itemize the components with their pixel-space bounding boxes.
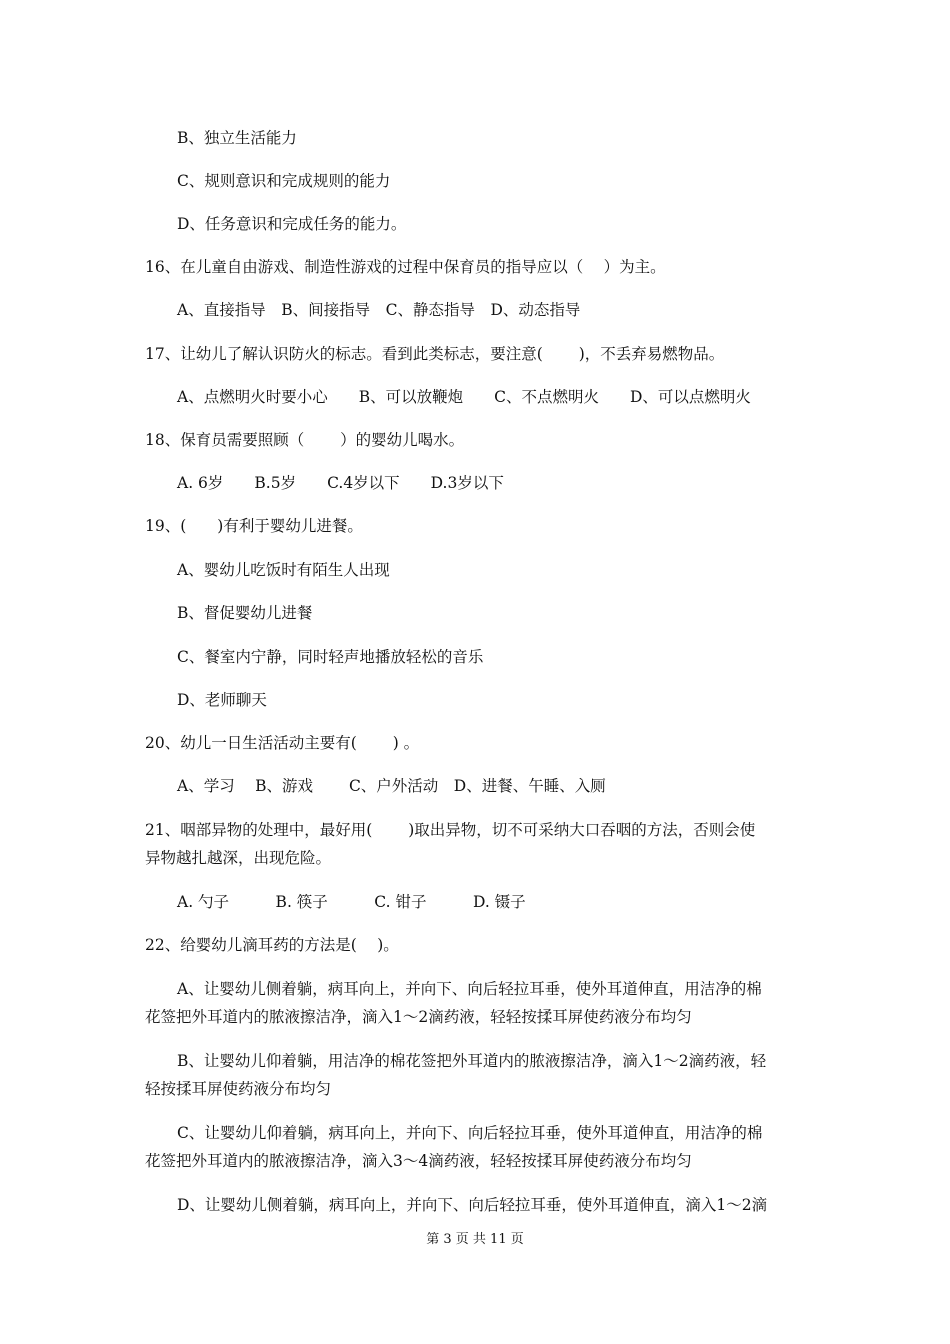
question-18: 18、保育员需要照顾（ ）的婴幼儿喝水。 <box>145 431 465 449</box>
option-22b-line2: 轻按揉耳屏使药液分布均匀 <box>145 1080 332 1098</box>
option-22a-line1: A、让婴幼儿侧着躺，病耳向上，并向下、向后轻拉耳垂，使外耳道伸直，用洁净的棉 <box>177 980 762 998</box>
option-19b: B、督促婴幼儿进餐 <box>177 604 313 622</box>
option-15d: D、任务意识和完成任务的能力。 <box>177 215 407 233</box>
option-19a: A、婴幼儿吃饭时有陌生人出现 <box>177 561 390 579</box>
options-17: A、点燃明火时要小心 B、可以放鞭炮 C、不点燃明火 D、可以点燃明火 <box>177 388 751 406</box>
options-20: A、学习 B、游戏 C、户外活动 D、进餐、午睡、入厕 <box>177 777 606 795</box>
question-22: 22、给婴幼儿滴耳药的方法是( )。 <box>145 936 399 954</box>
question-16: 16、在儿童自由游戏、制造性游戏的过程中保育员的指导应以（ ）为主。 <box>145 258 666 276</box>
option-19d: D、老师聊天 <box>177 691 267 709</box>
options-16: A、直接指导 B、间接指导 C、静态指导 D、动态指导 <box>177 301 581 319</box>
question-21-line2: 异物越扎越深，出现危险。 <box>145 849 332 867</box>
options-18: A. 6岁 B.5岁 C.4岁以下 D.3岁以下 <box>177 474 504 492</box>
option-15c: C、规则意识和完成规则的能力 <box>177 172 391 190</box>
option-22b-line1: B、让婴幼儿仰着躺，用洁净的棉花签把外耳道内的脓液擦洁净，滴入1～2滴药液，轻 <box>177 1052 767 1070</box>
page-footer: 第 3 页 共 11 页 <box>426 1232 524 1247</box>
question-20: 20、幼儿一日生活活动主要有( ) 。 <box>145 734 420 752</box>
question-21-line1: 21、咽部异物的处理中，最好用( )取出异物，切不可采纳大口吞咽的方法，否则会使 <box>145 821 756 839</box>
option-22c-line2: 花签把外耳道内的脓液擦洁净，滴入3～4滴药液，轻轻按揉耳屏使药液分布均匀 <box>145 1152 692 1170</box>
option-19c: C、餐室内宁静，同时轻声地播放轻松的音乐 <box>177 648 484 666</box>
question-19: 19、( )有利于婴幼儿进餐。 <box>145 517 363 535</box>
option-15b: B、独立生活能力 <box>177 129 297 147</box>
options-21: A. 勺子 B. 筷子 C. 钳子 D. 镊子 <box>177 893 526 911</box>
question-17: 17、让幼儿了解认识防火的标志。看到此类标志，要注意( )，不丢弃易燃物品。 <box>145 345 725 363</box>
option-22c-line1: C、让婴幼儿仰着躺，病耳向上，并向下、向后轻拉耳垂，使外耳道伸直，用洁净的棉 <box>177 1124 763 1142</box>
option-22a-line2: 花签把外耳道内的脓液擦洁净，滴入1～2滴药液，轻轻按揉耳屏使药液分布均匀 <box>145 1008 692 1026</box>
option-22d-line1: D、让婴幼儿侧着躺，病耳向上，并向下、向后轻拉耳垂，使外耳道伸直，滴入1～2滴 <box>177 1196 768 1214</box>
